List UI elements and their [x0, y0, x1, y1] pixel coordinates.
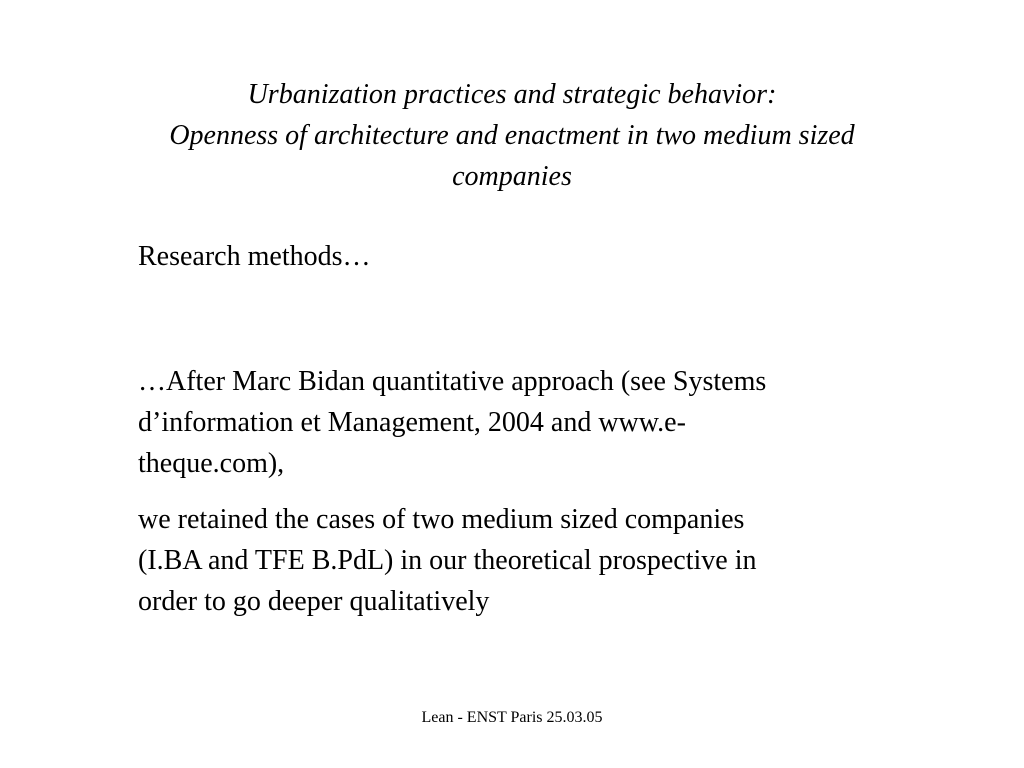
paragraph-line: …After Marc Bidan quantitative approach (see Systems	[138, 366, 767, 397]
paragraph-line: theque.com),	[138, 448, 285, 479]
slide-body	[138, 236, 938, 622]
paragraph-approach	[138, 361, 938, 484]
title-line-2: Openness of architecture and enactment in two medium sized	[169, 120, 855, 151]
slide-footer: Lean - ENST Paris 25.03.05	[421, 709, 603, 726]
paragraph-cases	[138, 499, 938, 622]
paragraph-line: we retained the cases of two medium sized companies	[138, 504, 745, 535]
paragraph-line: order to go deeper qualitatively	[138, 586, 490, 617]
section-subheading: Research methods…	[138, 241, 371, 272]
paragraph-line: d’information et Management, 2004 and www.e-	[138, 407, 686, 438]
slide-title	[40, 74, 984, 197]
title-line-3: companies	[452, 161, 572, 192]
title-line-1: Urbanization practices and strategic behavior:	[247, 79, 777, 110]
paragraph-line: (I.BA and TFE B.PdL) in our theoretical prospective in	[138, 545, 757, 576]
